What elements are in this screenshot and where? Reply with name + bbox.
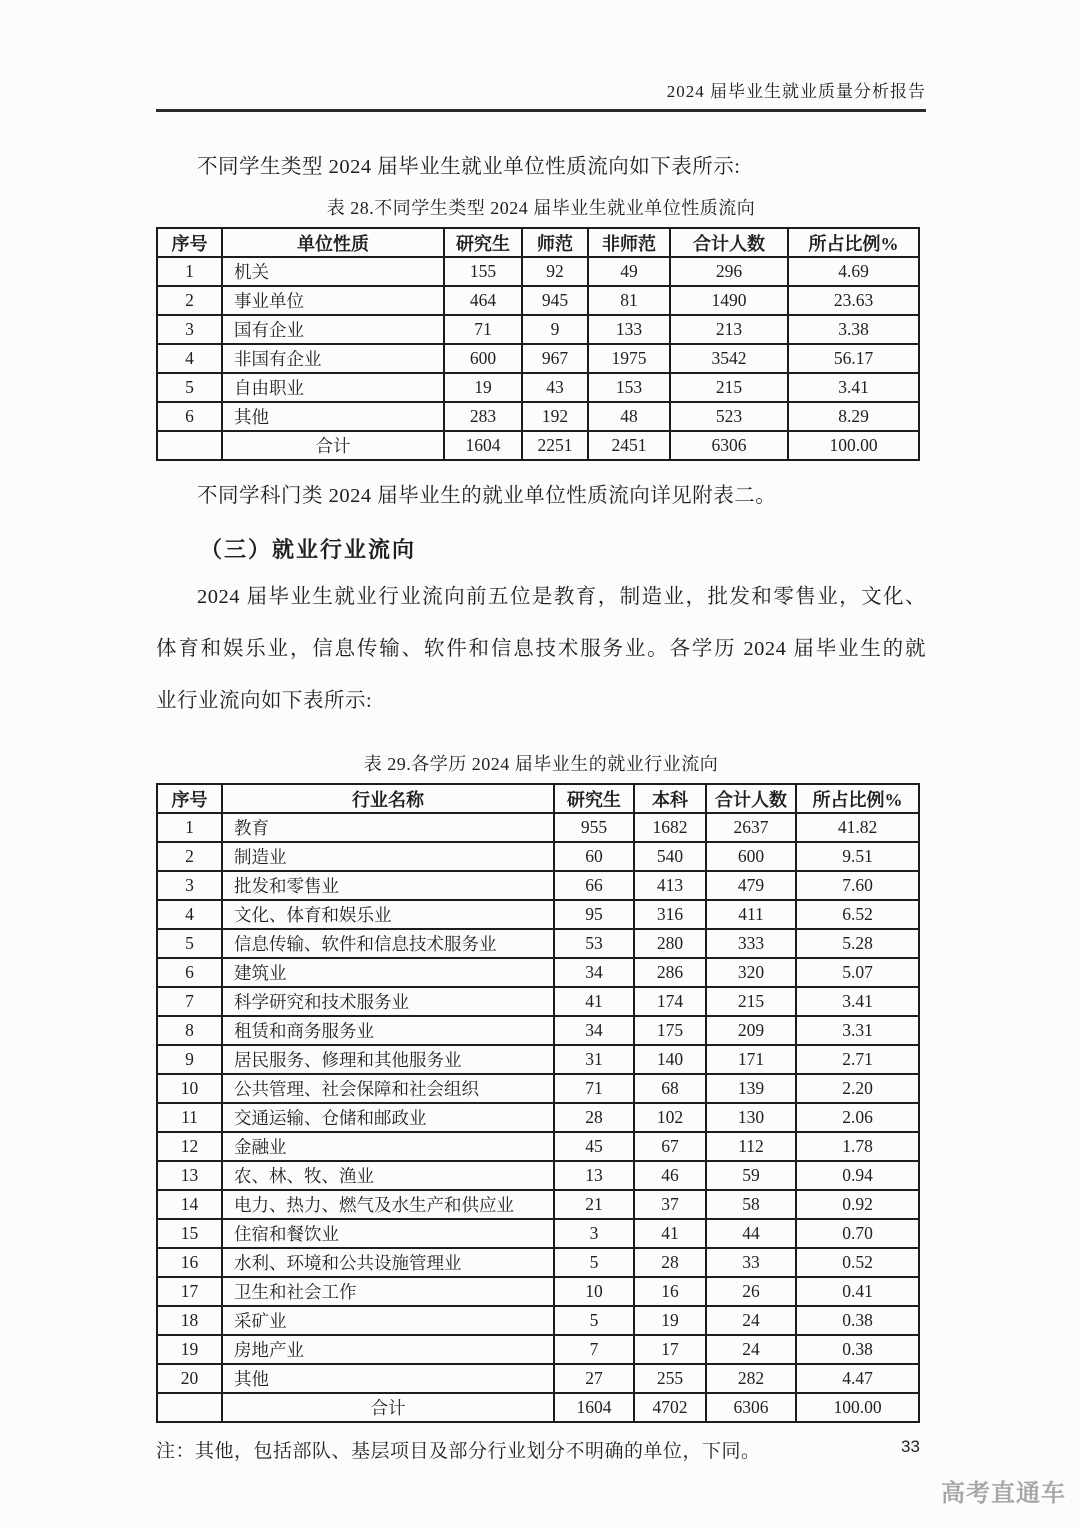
column-header: 研究生 xyxy=(554,784,634,813)
cell: 100.00 xyxy=(796,1393,919,1422)
cell: 0.52 xyxy=(796,1248,919,1277)
cell: 3 xyxy=(157,315,222,344)
cell: 水利、环境和公共设施管理业 xyxy=(222,1248,554,1277)
cell: 413 xyxy=(634,871,706,900)
table-row xyxy=(157,987,919,1016)
cell: 540 xyxy=(634,842,706,871)
cell: 59 xyxy=(706,1161,796,1190)
page-number: 33 xyxy=(901,1437,920,1456)
table-row xyxy=(157,813,919,842)
cell: 1 xyxy=(157,813,222,842)
cell: 100.00 xyxy=(788,431,919,460)
cell: 6 xyxy=(157,402,222,431)
cell: 0.38 xyxy=(796,1306,919,1335)
cell: 71 xyxy=(554,1074,634,1103)
table-row xyxy=(157,402,919,431)
cell: 9 xyxy=(157,1045,222,1074)
cell: 41 xyxy=(554,987,634,1016)
cell: 23.63 xyxy=(788,286,919,315)
footnote: 注：其他，包括部队、基层项目及部分行业划分不明确的单位，下同。 xyxy=(156,1441,761,1462)
table-row xyxy=(157,1335,919,1364)
table-row xyxy=(157,1016,919,1045)
table-row xyxy=(157,900,919,929)
cell: 411 xyxy=(706,900,796,929)
column-header: 单位性质 xyxy=(222,228,444,257)
table29-caption: 表 29.各学历 2024 届毕业生的就业行业流向 xyxy=(363,754,719,774)
cell: 33 xyxy=(706,1248,796,1277)
column-header: 合计人数 xyxy=(706,784,796,813)
cell xyxy=(157,1393,222,1422)
cell: 333 xyxy=(706,929,796,958)
cell: 92 xyxy=(522,257,588,286)
cell: 0.94 xyxy=(796,1161,919,1190)
cell: 合计 xyxy=(222,1393,554,1422)
cell: 2.71 xyxy=(796,1045,919,1074)
cell: 0.92 xyxy=(796,1190,919,1219)
table-row xyxy=(157,1132,919,1161)
cell: 事业单位 xyxy=(222,286,444,315)
cell: 34 xyxy=(554,958,634,987)
cell: 2.20 xyxy=(796,1074,919,1103)
cell: 209 xyxy=(706,1016,796,1045)
cell: 34 xyxy=(554,1016,634,1045)
column-header: 行业名称 xyxy=(222,784,554,813)
cell: 0.41 xyxy=(796,1277,919,1306)
cell: 102 xyxy=(634,1103,706,1132)
table-row xyxy=(157,871,919,900)
cell: 192 xyxy=(522,402,588,431)
table29-industry-flow xyxy=(156,783,920,1423)
cell: 7.60 xyxy=(796,871,919,900)
cell: 112 xyxy=(706,1132,796,1161)
cell: 4.47 xyxy=(796,1364,919,1393)
cell: 67 xyxy=(634,1132,706,1161)
cell: 2637 xyxy=(706,813,796,842)
cell: 3542 xyxy=(670,344,788,373)
cell: 5.28 xyxy=(796,929,919,958)
table28-caption: 表 28.不同学生类型 2024 届毕业生就业单位性质流向 xyxy=(326,198,756,218)
cell: 28 xyxy=(554,1103,634,1132)
paragraph-appendix-reference: 不同学科门类 2024 届毕业生的就业单位性质流向详见附表二。 xyxy=(197,485,777,507)
cell: 171 xyxy=(706,1045,796,1074)
report-header-title: 2024 届毕业生就业质量分析报告 xyxy=(156,0,926,112)
cell: 3 xyxy=(157,871,222,900)
table28-unit-nature-flow xyxy=(156,227,920,461)
cell: 合计 xyxy=(222,431,444,460)
cell: 464 xyxy=(444,286,522,315)
column-header: 所占比例% xyxy=(796,784,919,813)
cell: 电力、热力、燃气及水生产和供应业 xyxy=(222,1190,554,1219)
cell: 174 xyxy=(634,987,706,1016)
cell: 机关 xyxy=(222,257,444,286)
cell: 12 xyxy=(157,1132,222,1161)
cell: 信息传输、软件和信息技术服务业 xyxy=(222,929,554,958)
cell: 5 xyxy=(157,373,222,402)
cell: 6306 xyxy=(706,1393,796,1422)
cell: 教育 xyxy=(222,813,554,842)
cell: 215 xyxy=(670,373,788,402)
column-header: 研究生 xyxy=(444,228,522,257)
table-row xyxy=(157,344,919,373)
cell: 286 xyxy=(634,958,706,987)
table-row xyxy=(157,1248,919,1277)
cell: 2 xyxy=(157,286,222,315)
cell: 320 xyxy=(706,958,796,987)
cell: 卫生和社会工作 xyxy=(222,1277,554,1306)
column-header: 非师范 xyxy=(588,228,670,257)
cell: 1490 xyxy=(670,286,788,315)
cell: 3 xyxy=(554,1219,634,1248)
cell: 27 xyxy=(554,1364,634,1393)
cell: 公共管理、社会保障和社会组织 xyxy=(222,1074,554,1103)
cell: 16 xyxy=(157,1248,222,1277)
table-row xyxy=(157,1190,919,1219)
cell: 5 xyxy=(554,1248,634,1277)
cell: 155 xyxy=(444,257,522,286)
table-row xyxy=(157,257,919,286)
cell: 600 xyxy=(706,842,796,871)
cell: 945 xyxy=(522,286,588,315)
cell: 其他 xyxy=(222,402,444,431)
cell: 13 xyxy=(157,1161,222,1190)
cell: 14 xyxy=(157,1190,222,1219)
table-row xyxy=(157,842,919,871)
cell: 46 xyxy=(634,1161,706,1190)
table-row xyxy=(157,929,919,958)
cell: 37 xyxy=(634,1190,706,1219)
cell: 0.38 xyxy=(796,1335,919,1364)
column-header: 所占比例% xyxy=(788,228,919,257)
cell: 5 xyxy=(554,1306,634,1335)
cell: 住宿和餐饮业 xyxy=(222,1219,554,1248)
cell: 31 xyxy=(554,1045,634,1074)
cell: 19 xyxy=(157,1335,222,1364)
cell: 24 xyxy=(706,1306,796,1335)
cell: 7 xyxy=(157,987,222,1016)
cell: 10 xyxy=(157,1074,222,1103)
cell: 农、林、牧、渔业 xyxy=(222,1161,554,1190)
cell: 3.38 xyxy=(788,315,919,344)
cell: 282 xyxy=(706,1364,796,1393)
cell: 81 xyxy=(588,286,670,315)
cell: 自由职业 xyxy=(222,373,444,402)
column-header: 序号 xyxy=(157,228,222,257)
cell: 非国有企业 xyxy=(222,344,444,373)
cell: 房地产业 xyxy=(222,1335,554,1364)
table-row xyxy=(157,1161,919,1190)
cell: 43 xyxy=(522,373,588,402)
table-row xyxy=(157,958,919,987)
cell: 10 xyxy=(554,1277,634,1306)
cell: 68 xyxy=(634,1074,706,1103)
cell: 60 xyxy=(554,842,634,871)
total-row xyxy=(157,431,919,460)
cell: 58 xyxy=(706,1190,796,1219)
cell: 133 xyxy=(588,315,670,344)
table-row xyxy=(157,1074,919,1103)
cell: 2251 xyxy=(522,431,588,460)
cell: 140 xyxy=(634,1045,706,1074)
cell: 15 xyxy=(157,1219,222,1248)
cell: 批发和零售业 xyxy=(222,871,554,900)
cell: 2 xyxy=(157,842,222,871)
paragraph-line: 业行业流向如下表所示: xyxy=(156,690,373,712)
cell: 316 xyxy=(634,900,706,929)
cell: 5 xyxy=(157,929,222,958)
cell: 0.70 xyxy=(796,1219,919,1248)
total-row xyxy=(157,1393,919,1422)
cell: 19 xyxy=(444,373,522,402)
cell: 41.82 xyxy=(796,813,919,842)
cell: 17 xyxy=(157,1277,222,1306)
cell: 24 xyxy=(706,1335,796,1364)
table-row xyxy=(157,315,919,344)
cell: 280 xyxy=(634,929,706,958)
cell: 金融业 xyxy=(222,1132,554,1161)
cell: 523 xyxy=(670,402,788,431)
cell: 建筑业 xyxy=(222,958,554,987)
cell: 6.52 xyxy=(796,900,919,929)
cell: 其他 xyxy=(222,1364,554,1393)
cell: 48 xyxy=(588,402,670,431)
header-row xyxy=(157,228,919,257)
cell: 9.51 xyxy=(796,842,919,871)
table-row xyxy=(157,1277,919,1306)
cell: 18 xyxy=(157,1306,222,1335)
paragraph-intro-table28: 不同学生类型 2024 届毕业生就业单位性质流向如下表所示: xyxy=(197,156,741,178)
cell: 17 xyxy=(634,1335,706,1364)
cell: 44 xyxy=(706,1219,796,1248)
page-content xyxy=(156,0,926,1463)
cell: 955 xyxy=(554,813,634,842)
cell: 213 xyxy=(670,315,788,344)
cell: 139 xyxy=(706,1074,796,1103)
cell: 95 xyxy=(554,900,634,929)
cell: 41 xyxy=(634,1219,706,1248)
cell xyxy=(157,431,222,460)
paragraph-industry-intro xyxy=(156,581,926,737)
cell: 居民服务、修理和其他服务业 xyxy=(222,1045,554,1074)
header-row xyxy=(157,784,919,813)
table-row xyxy=(157,286,919,315)
table-row xyxy=(157,1219,919,1248)
cell: 26 xyxy=(706,1277,796,1306)
cell: 600 xyxy=(444,344,522,373)
cell: 1975 xyxy=(588,344,670,373)
cell: 1.78 xyxy=(796,1132,919,1161)
cell: 3.31 xyxy=(796,1016,919,1045)
paragraph-line: 2024 届毕业生就业行业流向前五位是教育，制造业，批发和零售业，文化、 xyxy=(197,586,926,608)
cell: 11 xyxy=(157,1103,222,1132)
cell: 1604 xyxy=(444,431,522,460)
cell: 3.41 xyxy=(788,373,919,402)
section-heading-industry-flow: （三）就业行业流向 xyxy=(200,537,417,562)
cell: 7 xyxy=(554,1335,634,1364)
cell: 6306 xyxy=(670,431,788,460)
table-row xyxy=(157,1306,919,1335)
cell: 1 xyxy=(157,257,222,286)
column-header: 序号 xyxy=(157,784,222,813)
cell: 153 xyxy=(588,373,670,402)
cell: 255 xyxy=(634,1364,706,1393)
cell: 479 xyxy=(706,871,796,900)
cell: 1682 xyxy=(634,813,706,842)
column-header: 本科 xyxy=(634,784,706,813)
cell: 49 xyxy=(588,257,670,286)
cell: 2.06 xyxy=(796,1103,919,1132)
cell: 66 xyxy=(554,871,634,900)
paragraph-line: 体育和娱乐业，信息传输、软件和信息技术服务业。各学历 2024 届毕业生的就 xyxy=(156,638,926,660)
cell: 3.41 xyxy=(796,987,919,1016)
table-row xyxy=(157,1364,919,1393)
cell: 296 xyxy=(670,257,788,286)
cell: 4 xyxy=(157,344,222,373)
table-row xyxy=(157,1103,919,1132)
table-row xyxy=(157,1045,919,1074)
cell: 4 xyxy=(157,900,222,929)
cell: 45 xyxy=(554,1132,634,1161)
cell: 4.69 xyxy=(788,257,919,286)
cell: 交通运输、仓储和邮政业 xyxy=(222,1103,554,1132)
column-header: 师范 xyxy=(522,228,588,257)
cell: 5.07 xyxy=(796,958,919,987)
cell: 28 xyxy=(634,1248,706,1277)
cell: 8 xyxy=(157,1016,222,1045)
cell: 175 xyxy=(634,1016,706,1045)
cell: 16 xyxy=(634,1277,706,1306)
cell: 13 xyxy=(554,1161,634,1190)
cell: 130 xyxy=(706,1103,796,1132)
cell: 56.17 xyxy=(788,344,919,373)
cell: 283 xyxy=(444,402,522,431)
cell: 967 xyxy=(522,344,588,373)
cell: 71 xyxy=(444,315,522,344)
cell: 租赁和商务服务业 xyxy=(222,1016,554,1045)
cell: 4702 xyxy=(634,1393,706,1422)
cell: 215 xyxy=(706,987,796,1016)
cell: 采矿业 xyxy=(222,1306,554,1335)
cell: 文化、体育和娱乐业 xyxy=(222,900,554,929)
watermark-gaokao-express: 高考直通车 xyxy=(941,1481,1066,1507)
cell: 19 xyxy=(634,1306,706,1335)
cell: 21 xyxy=(554,1190,634,1219)
column-header: 合计人数 xyxy=(670,228,788,257)
cell: 6 xyxy=(157,958,222,987)
cell: 制造业 xyxy=(222,842,554,871)
table-row xyxy=(157,373,919,402)
cell: 20 xyxy=(157,1364,222,1393)
cell: 1604 xyxy=(554,1393,634,1422)
cell: 科学研究和技术服务业 xyxy=(222,987,554,1016)
cell: 国有企业 xyxy=(222,315,444,344)
cell: 9 xyxy=(522,315,588,344)
cell: 2451 xyxy=(588,431,670,460)
cell: 8.29 xyxy=(788,402,919,431)
cell: 53 xyxy=(554,929,634,958)
